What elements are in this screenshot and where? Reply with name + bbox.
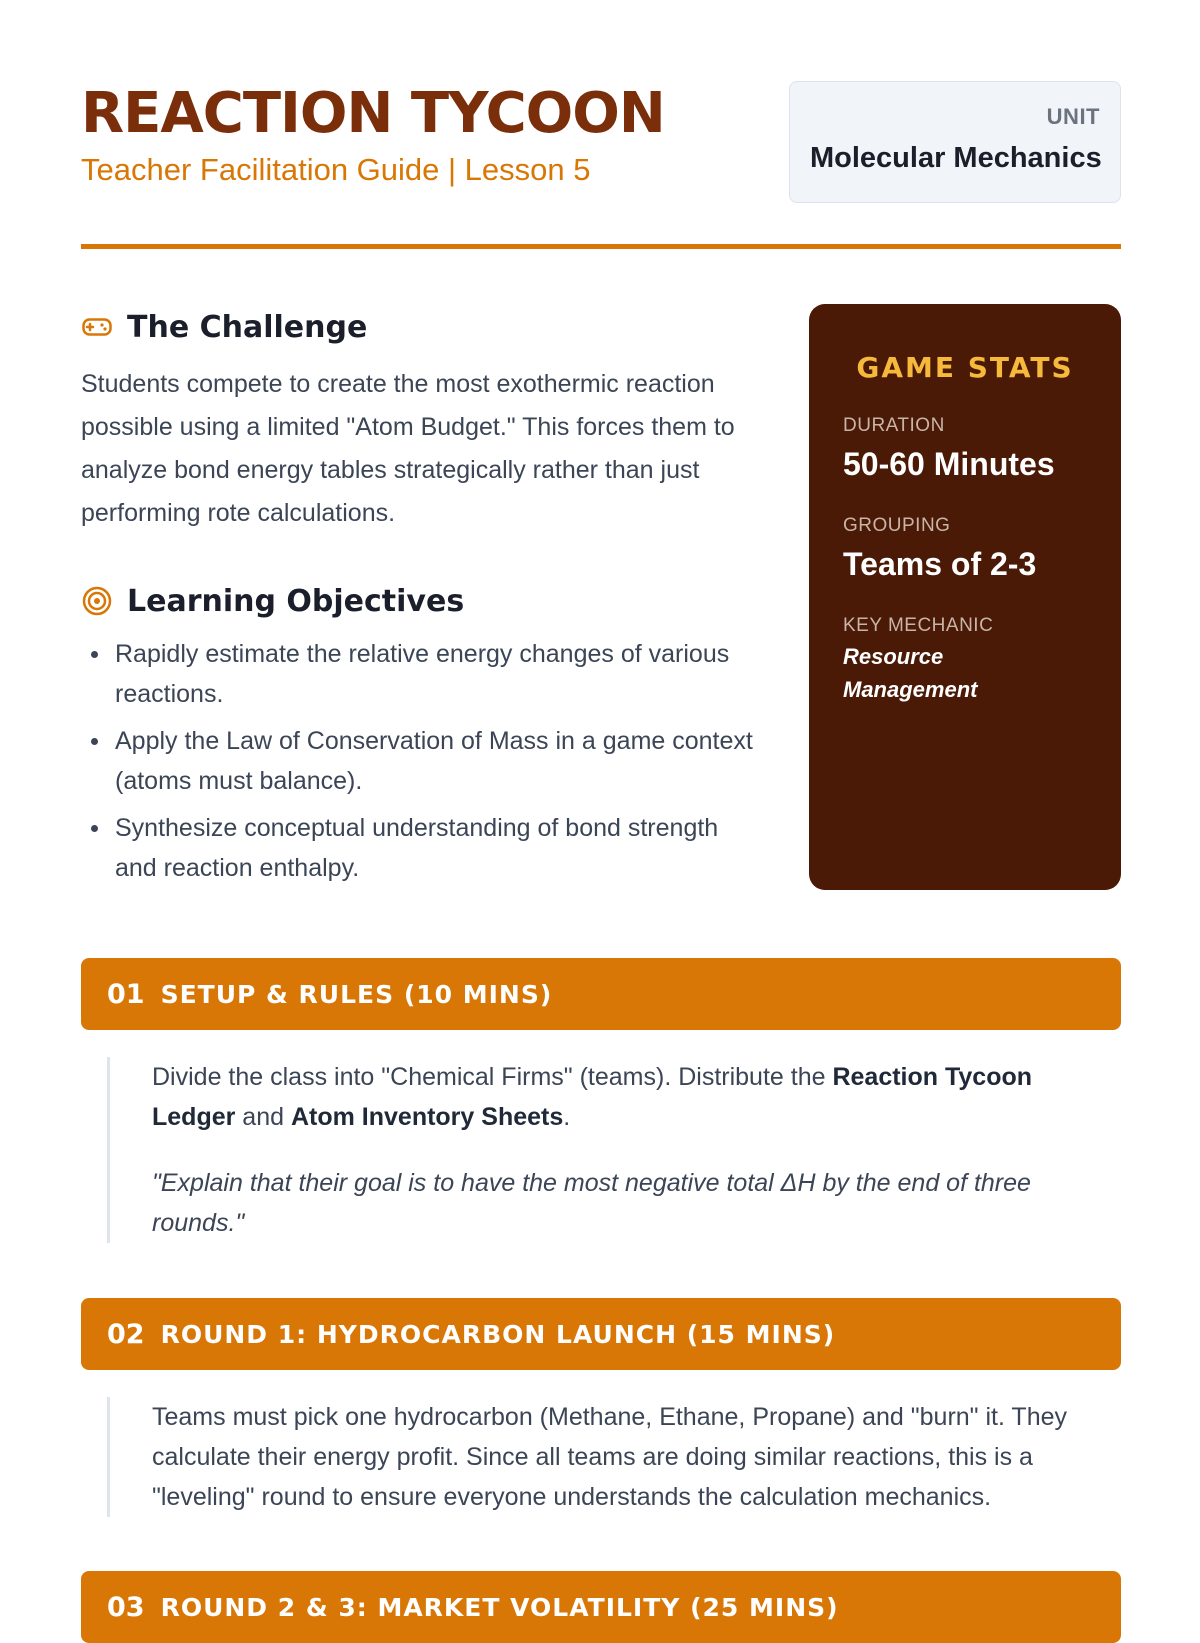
inventory-sheet-name: Atom Inventory Sheets (290, 1103, 564, 1131)
step-number: 03 (107, 1591, 145, 1623)
bullet-icon (91, 738, 98, 745)
step-text-part: . (563, 1103, 571, 1131)
objectives-heading-row (81, 581, 464, 621)
objective-text: Synthesize conceptual understanding of bond strength and reaction enthalpy. (115, 814, 719, 882)
gamepad-icon (81, 311, 113, 343)
list-item (81, 634, 761, 714)
mechanic-value: Resource Management (843, 644, 978, 702)
step-header-round-2-3 (81, 1571, 1121, 1643)
step-text-part: and (235, 1103, 291, 1131)
step-quote: "Explain that their goal is to have the most negative total ΔH by the end of three rounds." (152, 1169, 1031, 1237)
objective-text: Rapidly estimate the relative energy changes of various reactions. (115, 640, 730, 708)
game-stats-card (809, 304, 1121, 890)
challenge-heading-row (81, 307, 367, 347)
step-number: 02 (107, 1318, 145, 1350)
unit-card (789, 81, 1121, 203)
objective-text: Apply the Law of Conservation of Mass in a game context (atoms must balance). (115, 727, 753, 795)
step-number: 01 (107, 978, 145, 1010)
duration-label: DURATION (843, 415, 945, 436)
step-text-part: Divide the class into "Chemical Firms" (teams). Distribute the (152, 1063, 833, 1091)
step-text (152, 1057, 1121, 1137)
step-title: SETUP & RULES (10 MINS) (160, 979, 553, 1009)
step-body-setup (107, 1057, 1121, 1243)
step-body-round-1 (107, 1397, 1121, 1517)
step-text: Teams must pick one hydrocarbon (Methane, Ethane, Propane) and "burn" it. They calculate their energy profit. Since all teams are doing similar reactions, this is a "leveling" round to ensure everyone understands the calculation mechanics. (152, 1403, 1068, 1511)
unit-label: UNIT (1046, 104, 1100, 129)
step-title: ROUND 1: HYDROCARBON LAUNCH (15 MINS) (160, 1319, 836, 1349)
bullet-icon (91, 825, 98, 832)
unit-name: Molecular Mechanics (810, 142, 1102, 174)
ledger-name: Reaction Tycoon Ledger (152, 1063, 1033, 1131)
challenge-heading: The Challenge (127, 309, 368, 345)
target-icon (81, 585, 113, 617)
mechanic-label: KEY MECHANIC (843, 615, 994, 636)
step-title: ROUND 2 & 3: MARKET VOLATILITY (25 MINS) (160, 1592, 839, 1622)
list-item (81, 721, 761, 801)
duration-value: 50-60 Minutes (843, 446, 1055, 482)
page-subtitle: Teacher Facilitation Guide | Lesson 5 (81, 152, 591, 187)
header-divider (81, 244, 1121, 249)
page-header (81, 80, 1121, 210)
step-header-round-1 (81, 1298, 1121, 1370)
step-header-setup (81, 958, 1121, 1030)
grouping-label: GROUPING (843, 515, 951, 536)
page-title: REACTION TYCOON (81, 81, 665, 146)
bullet-icon (91, 651, 98, 658)
challenge-text: Students compete to create the most exothermic reaction possible using a limited "Atom Budget." This forces them to analyze bond energy tables strategically rather than just performing rote calculations. (81, 370, 735, 527)
objectives-list (81, 634, 761, 895)
grouping-value: Teams of 2-3 (843, 546, 1037, 582)
game-stats-title: GAME STATS (856, 351, 1074, 384)
objectives-heading: Learning Objectives (127, 583, 465, 619)
list-item (81, 808, 761, 888)
